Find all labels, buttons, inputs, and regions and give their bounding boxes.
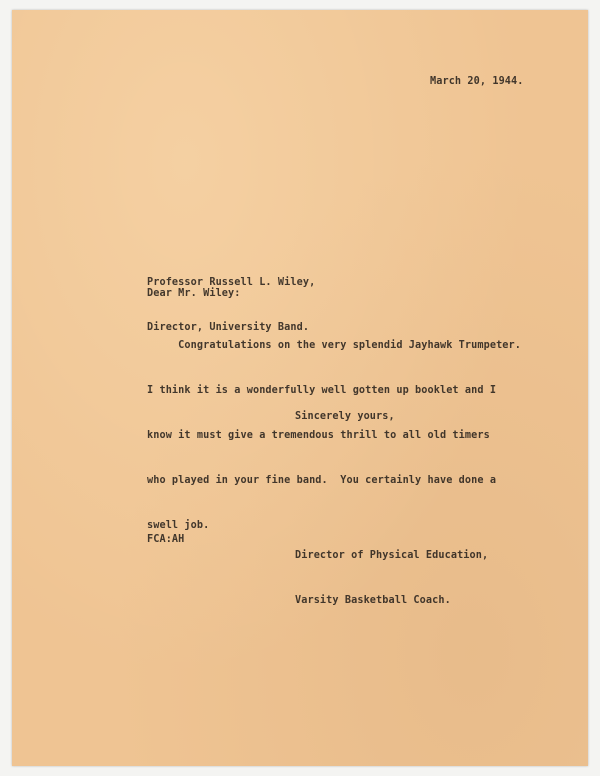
body-line: know it must give a tremendous thrill to all old timers	[147, 430, 490, 441]
body-line: I think it is a wonderfully well gotten up booklet and I	[147, 385, 497, 396]
salutation: Dear Mr. Wiley:	[147, 288, 241, 299]
letter-date: March 20, 1944.	[430, 76, 524, 87]
recipient-name: Professor Russell L. Wiley,	[147, 277, 316, 288]
recipient-title: Director, University Band.	[147, 322, 310, 333]
closing: Sincerely yours,	[295, 411, 395, 422]
signature-line: Director of Physical Education,	[295, 550, 489, 561]
typist-initials: FCA:AH	[147, 534, 185, 545]
body-line: Congratulations on the very splendid Jayhawk Trumpeter.	[147, 340, 522, 351]
signature-line: Varsity Basketball Coach.	[295, 595, 451, 606]
body-line: swell job.	[147, 520, 210, 531]
letter-page	[12, 10, 588, 766]
body-line: who played in your fine band. You certainly have done a	[147, 475, 497, 486]
signature-block	[295, 518, 488, 638]
